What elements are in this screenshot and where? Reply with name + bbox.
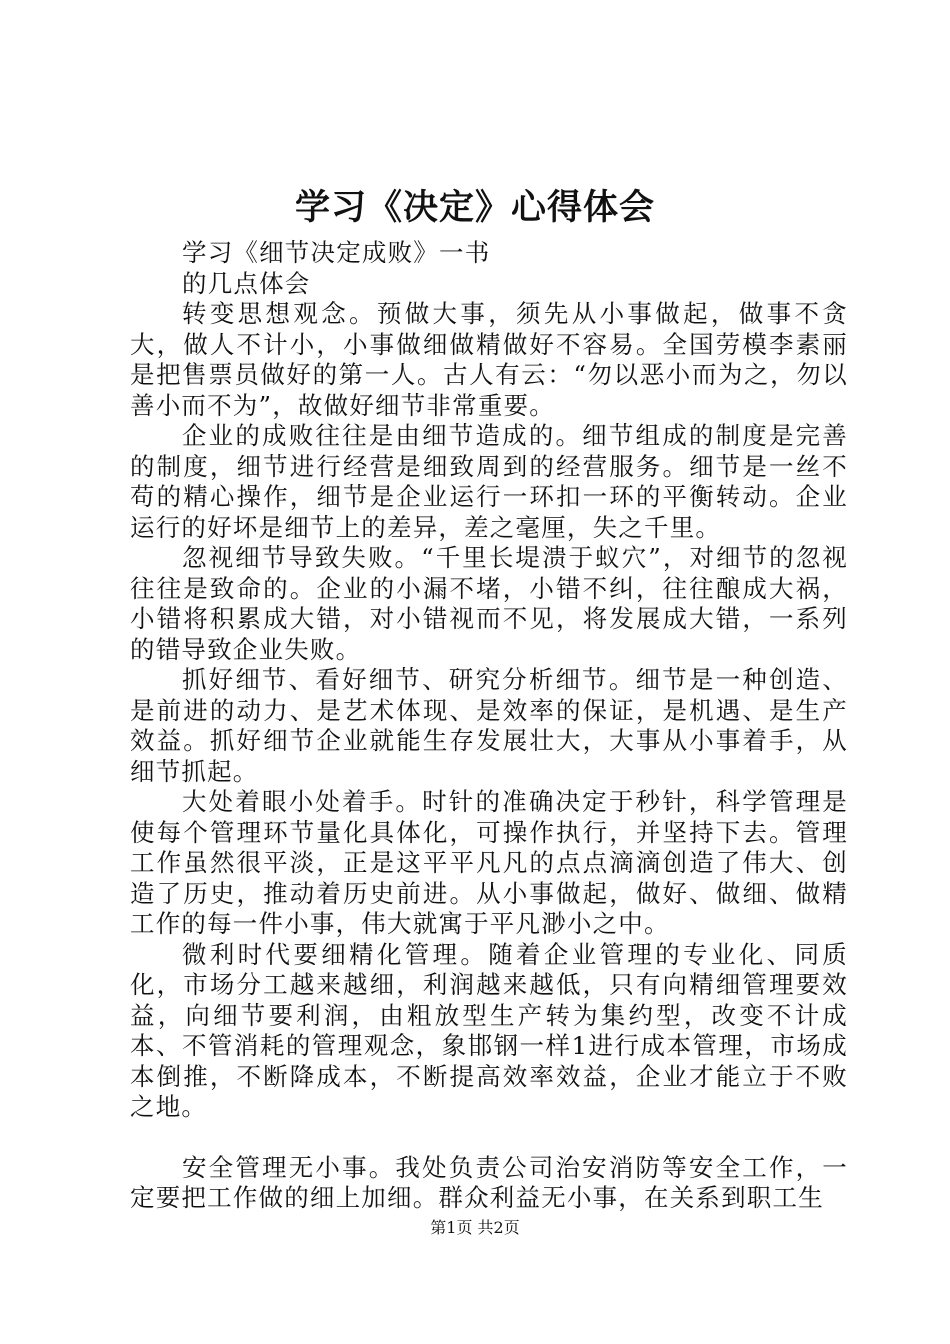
paragraph: 企业的成败往往是由细节造成的。细节组成的制度是完善的制度，细节进行经营是细致周到的经营服务。细节是一丝不苟的精心操作，细节是企业运行一环扣一环的平衡转动。企业运行的好坏是细节上的差异，差之毫厘，失之千里。 [130,421,848,542]
page-number: 第1页 共2页 [430,1218,520,1237]
document-title: 学习《决定》心得体会 [294,187,655,228]
paragraph: 学习《细节决定成败》一书 [182,238,491,267]
paragraph: 微利时代要细精化管理。随着企业管理的专业化、同质化，市场分工越来越细，利润越来越低，只有向精细管理要效益，向细节要利润，由粗放型生产转为集约型，改变不计成本、不管消耗的管理观念，象邯钢一样1进行成本管理，市场成本倒推，不断降成本，不断提高效率效益，企业才能立于不败之地。 [130,939,848,1121]
paragraph: 抓好细节、看好细节、研究分析细节。细节是一种创造、是前进的动力、是艺术体现、是效率的保证，是机遇、是生产效益。抓好细节企业就能生存发展壮大，大事从小事着手，从细节抓起。 [130,665,848,786]
document-body [130,238,848,1214]
paragraph: 忽视细节导致失败。“千里长堤溃于蚁穴”，对细节的忽视往往是致命的。企业的小漏不堵，小错不纠，往往酿成大祸，小错将积累成大错，对小错视而不见，将发展成大错，一系列的错导致企业失败。 [130,543,848,664]
paragraph: 大处着眼小处着手。时针的准确决定于秒针，科学管理是使每个管理环节量化具体化，可操作执行，并坚持下去。管理工作虽然很平淡，正是这平平凡凡的点点滴滴创造了伟大、创造了历史，推动着历史前进。从小事做起，做好、做细、做精工作的每一件小事，伟大就寓于平凡渺小之中。 [130,787,848,938]
paragraph: 转变思想观念。预做大事，须先从小事做起，做事不贪大，做人不计小，小事做细做精做好不容易。全国劳模李素丽是把售票员做好的第一人。古人有云：“勿以恶小而为之，勿以善小而不为”，故做好细节非常重要。 [130,299,848,420]
paragraph: 的几点体会 [182,268,311,298]
paragraph: 安全管理无小事。我处负责公司治安消防等安全工作，一定要把工作做的细上加细。群众利益无小事，在关系到职工生 [130,1152,848,1212]
